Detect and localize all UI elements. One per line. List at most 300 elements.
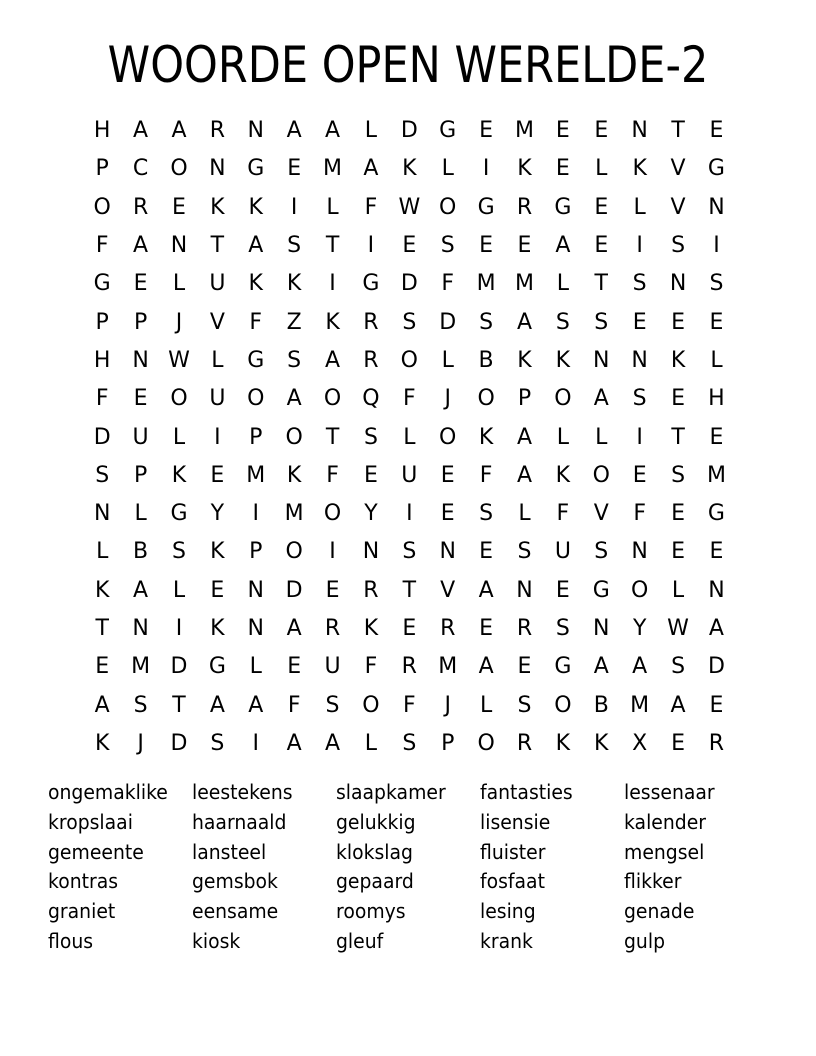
grid-cell: S <box>402 730 417 756</box>
grid-cell: A <box>248 692 264 718</box>
grid-cell: P <box>249 539 263 565</box>
grid-cell: O <box>170 156 188 182</box>
grid-cell: I <box>636 424 643 450</box>
grid-cell: S <box>632 386 647 412</box>
grid-cell: G <box>247 156 265 182</box>
grid-cell: H <box>93 347 111 373</box>
grid-cell: E <box>479 539 494 565</box>
grid-cell: M <box>438 654 458 680</box>
grid-cell: W <box>667 616 689 641</box>
grid-cell: N <box>247 577 264 603</box>
grid-cell: U <box>554 539 571 565</box>
grid-cell: S <box>133 692 148 718</box>
grid-cell: Y <box>364 501 378 527</box>
grid-cell: V <box>670 156 686 182</box>
grid-cell: A <box>171 118 187 144</box>
grid-cell: O <box>400 347 418 373</box>
grid-cell: N <box>631 539 648 565</box>
grid-cell: E <box>172 194 186 220</box>
word-list-column <box>624 778 768 957</box>
grid-cell: I <box>252 501 259 527</box>
letter-grid <box>83 112 737 763</box>
grid-cell: S <box>363 424 378 450</box>
grid-cell: S <box>594 309 609 335</box>
grid-cell: T <box>95 616 109 641</box>
grid-cell: E <box>210 462 225 488</box>
grid-cell: E <box>632 309 647 335</box>
grid-cell: L <box>671 577 685 603</box>
grid-cell: W <box>398 194 421 220</box>
grid-row <box>83 265 737 303</box>
grid-cell: E <box>363 462 378 488</box>
grid-cell: K <box>94 730 110 756</box>
grid-cell: L <box>326 194 339 220</box>
grid-cell: S <box>287 347 302 373</box>
grid-cell: R <box>363 347 379 373</box>
grid-row <box>83 610 737 648</box>
grid-row <box>83 572 737 610</box>
grid-cell: E <box>402 233 417 259</box>
word-list-item: gulp <box>624 928 666 953</box>
grid-cell: F <box>402 692 416 718</box>
grid-cell: L <box>172 577 186 603</box>
grid-cell: M <box>630 692 650 718</box>
grid-cell: S <box>671 462 686 488</box>
grid-cell: N <box>170 233 188 259</box>
grid-cell: N <box>362 539 380 565</box>
grid-cell: S <box>479 501 494 527</box>
word-list-item: kropslaai <box>48 809 133 834</box>
grid-cell: U <box>132 424 149 450</box>
grid-cell: I <box>482 156 490 182</box>
grid-cell: G <box>208 654 226 680</box>
word-list-item: gepaard <box>336 869 414 894</box>
grid-cell: O <box>477 730 495 756</box>
grid-cell: N <box>247 616 264 641</box>
grid-cell: S <box>517 539 532 565</box>
grid-cell: O <box>631 577 649 603</box>
grid-cell: A <box>286 386 302 412</box>
grid-cell: M <box>515 118 534 144</box>
grid-cell: B <box>593 692 609 718</box>
grid-cell: I <box>636 233 643 259</box>
word-list-item: roomys <box>336 899 406 924</box>
grid-row <box>83 725 737 763</box>
grid-cell: S <box>632 271 647 297</box>
grid-cell: E <box>709 539 724 565</box>
grid-row <box>83 686 737 724</box>
grid-row <box>83 648 737 686</box>
grid-cell: A <box>133 577 149 603</box>
grid-cell: E <box>517 233 532 259</box>
word-list-column <box>192 778 336 957</box>
grid-cell: L <box>595 424 608 450</box>
grid-cell: E <box>709 309 724 335</box>
grid-cell: A <box>516 424 533 450</box>
grid-cell: D <box>400 118 418 144</box>
grid-cell: E <box>440 462 455 488</box>
grid-cell: E <box>594 194 609 220</box>
grid-cell: D <box>170 730 188 756</box>
grid-cell: E <box>479 616 494 641</box>
grid-cell: K <box>555 730 571 756</box>
grid-cell: K <box>325 309 340 335</box>
grid-cell: N <box>631 347 648 373</box>
grid-cell: L <box>556 271 570 297</box>
grid-cell: O <box>323 501 342 527</box>
word-list-column <box>336 778 480 957</box>
grid-cell: D <box>439 309 457 335</box>
grid-cell: S <box>594 539 609 565</box>
grid-cell: T <box>172 692 186 718</box>
grid-cell: U <box>324 654 341 680</box>
grid-cell: R <box>209 118 226 144</box>
grid-cell: F <box>364 194 378 220</box>
grid-cell: N <box>593 347 610 373</box>
grid-cell: S <box>555 616 570 641</box>
word-list-item: flous <box>48 928 94 953</box>
grid-cell: V <box>440 577 456 603</box>
grid-cell: L <box>172 424 186 450</box>
grid-cell: G <box>247 347 265 373</box>
grid-cell: F <box>249 309 263 335</box>
grid-cell: E <box>402 616 417 641</box>
grid-cell: F <box>402 386 416 412</box>
grid-cell: E <box>517 654 532 680</box>
grid-cell: G <box>554 194 572 220</box>
grid-cell: F <box>95 233 109 259</box>
grid-cell: E <box>133 386 148 412</box>
grid-cell: T <box>594 271 608 297</box>
grid-cell: E <box>479 233 494 259</box>
grid-cell: S <box>95 462 110 488</box>
grid-cell: L <box>403 424 416 450</box>
grid-cell: E <box>555 118 570 144</box>
grid-cell: J <box>444 692 451 718</box>
grid-cell: E <box>671 730 685 756</box>
grid-cell: K <box>402 156 417 182</box>
grid-cell: E <box>709 118 724 144</box>
word-list-item: lisensie <box>480 809 551 834</box>
word-list-item: genade <box>624 899 695 924</box>
grid-cell: Y <box>210 501 225 527</box>
grid-cell: I <box>214 424 221 450</box>
word-list-column <box>48 778 192 957</box>
grid-cell: S <box>517 692 532 718</box>
grid-cell: E <box>594 233 609 259</box>
grid-cell: O <box>362 692 380 718</box>
grid-cell: S <box>171 539 186 565</box>
grid-cell: A <box>286 118 302 144</box>
grid-cell: D <box>170 654 188 680</box>
grid-cell: E <box>709 424 724 450</box>
grid-cell: K <box>594 730 609 756</box>
grid-cell: S <box>402 539 417 565</box>
grid-cell: R <box>324 616 341 641</box>
grid-row <box>83 150 737 188</box>
grid-cell: N <box>439 539 456 565</box>
grid-cell: R <box>708 730 725 756</box>
grid-cell: P <box>95 156 109 182</box>
grid-cell: O <box>592 462 610 488</box>
grid-cell: S <box>325 692 340 718</box>
grid-cell: M <box>323 156 343 182</box>
grid-cell: S <box>479 309 494 335</box>
grid-cell: O <box>285 539 303 565</box>
grid-cell: L <box>710 347 723 373</box>
grid-cell: F <box>633 501 646 527</box>
grid-cell: E <box>671 386 685 412</box>
grid-cell: Q <box>362 386 380 412</box>
grid-cell: N <box>708 577 725 603</box>
grid-cell: M <box>706 462 726 488</box>
grid-cell: K <box>363 616 379 641</box>
grid-cell: E <box>479 118 494 144</box>
grid-cell: M <box>515 271 534 297</box>
grid-cell: F <box>326 462 339 488</box>
grid-cell: L <box>134 501 147 527</box>
word-list-item: graniet <box>48 899 116 924</box>
grid-cell: A <box>94 692 110 718</box>
grid-cell: G <box>707 156 725 182</box>
grid-row <box>83 457 737 495</box>
grid-cell: K <box>286 462 302 488</box>
grid-cell: O <box>285 424 303 450</box>
grid-cell: G <box>93 271 111 297</box>
grid-cell: E <box>287 654 302 680</box>
grid-cell: N <box>93 501 111 527</box>
grid-cell: L <box>172 271 186 297</box>
word-list-item: kontras <box>48 869 119 894</box>
grid-cell: E <box>671 309 685 335</box>
grid-cell: K <box>670 347 686 373</box>
grid-cell: K <box>248 194 263 220</box>
grid-cell: L <box>96 539 109 565</box>
grid-cell: E <box>440 501 455 527</box>
grid-cell: N <box>247 118 264 144</box>
grid-cell: L <box>364 118 378 144</box>
grid-cell: R <box>363 309 379 335</box>
grid-cell: U <box>209 271 226 297</box>
grid-cell: E <box>325 577 340 603</box>
word-list-item: fluister <box>480 839 546 864</box>
grid-cell: E <box>594 118 609 144</box>
grid-cell: A <box>516 462 533 488</box>
grid-cell: S <box>287 233 302 259</box>
grid-cell: O <box>323 386 342 412</box>
grid-cell: E <box>287 156 302 182</box>
grid-cell: L <box>441 156 454 182</box>
grid-cell: Y <box>632 616 647 641</box>
grid-cell: I <box>713 233 720 259</box>
grid-cell: O <box>170 386 188 412</box>
grid-cell: L <box>364 730 378 756</box>
grid-cell: A <box>593 386 609 412</box>
grid-cell: F <box>364 654 378 680</box>
grid-cell: T <box>325 233 340 259</box>
grid-cell: P <box>95 309 109 335</box>
word-list-item: slaapkamer <box>336 780 446 804</box>
grid-row <box>83 189 737 227</box>
grid-cell: E <box>671 501 685 527</box>
grid-cell: S <box>440 233 455 259</box>
grid-cell: N <box>593 616 610 641</box>
grid-cell: N <box>132 616 149 641</box>
grid-cell: M <box>246 462 266 488</box>
grid-cell: A <box>708 616 724 641</box>
grid-cell: E <box>632 462 647 488</box>
grid-cell: O <box>439 424 457 450</box>
grid-cell: M <box>131 654 151 680</box>
grid-cell: A <box>209 692 225 718</box>
grid-cell: K <box>94 577 110 603</box>
page-title: WOORDE OPEN WERELDE-2 <box>107 36 709 94</box>
grid-cell: D <box>707 654 725 680</box>
grid-cell: I <box>406 501 413 527</box>
grid-cell: E <box>95 654 110 680</box>
grid-cell: N <box>132 347 149 373</box>
grid-cell: O <box>477 386 495 412</box>
grid-cell: I <box>290 194 298 220</box>
grid-cell: A <box>286 730 302 756</box>
grid-cell: K <box>210 194 225 220</box>
word-list-item: gemeente <box>48 839 144 864</box>
grid-cell: N <box>516 577 533 603</box>
grid-cell: F <box>556 501 570 527</box>
word-list-item: eensame <box>192 899 279 924</box>
grid-cell: O <box>247 386 265 412</box>
grid-cell: A <box>133 118 149 144</box>
grid-cell: O <box>554 692 572 718</box>
word-list-item: gleuf <box>336 928 384 953</box>
grid-cell: N <box>631 118 648 144</box>
grid-cell: K <box>517 156 532 182</box>
grid-cell: F <box>479 462 493 488</box>
grid-cell: P <box>133 462 148 488</box>
grid-cell: D <box>400 271 418 297</box>
grid-cell: K <box>210 539 225 565</box>
grid-cell: V <box>593 501 609 527</box>
grid-cell: P <box>441 730 455 756</box>
grid-cell: T <box>671 118 685 144</box>
grid-cell: A <box>325 730 341 756</box>
grid-cell: A <box>478 654 494 680</box>
grid-cell: R <box>440 616 456 641</box>
grid-cell: X <box>632 730 648 756</box>
grid-cell: L <box>633 194 646 220</box>
grid-row <box>83 342 737 380</box>
word-list-item: kalender <box>624 809 707 834</box>
grid-cell: M <box>476 271 496 297</box>
grid-cell: N <box>669 271 687 297</box>
grid-cell: E <box>555 156 570 182</box>
grid-cell: A <box>670 692 686 718</box>
grid-cell: O <box>439 194 457 220</box>
word-list-item: fosfaat <box>480 869 545 894</box>
grid-cell: K <box>478 424 494 450</box>
grid-cell: N <box>209 156 226 182</box>
word-list-item: ongemaklike <box>48 780 168 804</box>
grid-cell: F <box>441 271 455 297</box>
grid-cell: V <box>670 194 686 220</box>
grid-cell: K <box>248 271 263 297</box>
grid-cell: K <box>171 462 187 488</box>
grid-cell: S <box>210 730 225 756</box>
grid-cell: L <box>441 347 454 373</box>
grid-cell: L <box>518 501 531 527</box>
grid-cell: A <box>286 616 302 641</box>
grid-cell: B <box>133 539 149 565</box>
grid-cell: E <box>709 692 724 718</box>
grid-cell: K <box>632 156 647 182</box>
grid-cell: O <box>554 386 572 412</box>
grid-cell: H <box>93 118 111 144</box>
grid-row <box>83 533 737 571</box>
grid-cell: E <box>210 577 225 603</box>
grid-cell: U <box>209 386 226 412</box>
grid-cell: A <box>593 654 609 680</box>
word-list-item: lansteel <box>192 839 267 864</box>
grid-cell: P <box>133 309 148 335</box>
word-list-item: flikker <box>624 869 682 894</box>
grid-cell: G <box>592 577 610 603</box>
grid-cell: S <box>671 233 686 259</box>
word-list-item: leestekens <box>192 780 293 804</box>
grid-cell: G <box>707 501 725 527</box>
grid-cell: E <box>133 271 148 297</box>
word-list-item: kiosk <box>192 928 241 953</box>
grid-cell: S <box>709 271 724 297</box>
grid-cell: F <box>287 692 301 718</box>
word-list-item: klokslag <box>336 839 413 864</box>
grid-cell: K <box>517 347 532 373</box>
grid-cell: G <box>554 654 572 680</box>
grid-cell: N <box>708 194 725 220</box>
grid-cell: C <box>132 156 149 182</box>
grid-row <box>83 380 737 418</box>
grid-cell: K <box>286 271 302 297</box>
grid-cell: K <box>555 347 571 373</box>
grid-cell: T <box>325 424 340 450</box>
word-list-item: krank <box>480 928 533 953</box>
grid-cell: J <box>444 386 451 412</box>
grid-cell: G <box>362 271 380 297</box>
grid-cell: I <box>252 730 259 756</box>
grid-row <box>83 227 737 265</box>
grid-row <box>83 418 737 456</box>
grid-cell: R <box>516 730 533 756</box>
grid-cell: R <box>401 654 417 680</box>
grid-cell: S <box>671 654 686 680</box>
grid-row <box>83 112 737 150</box>
grid-cell: K <box>210 616 225 641</box>
grid-cell: A <box>478 577 494 603</box>
grid-cell: U <box>401 462 418 488</box>
grid-cell: D <box>93 424 111 450</box>
grid-row <box>83 495 737 533</box>
grid-cell: A <box>632 654 648 680</box>
grid-cell: A <box>325 347 341 373</box>
grid-cell: G <box>170 501 188 527</box>
grid-cell: E <box>671 539 685 565</box>
grid-cell: P <box>517 386 532 412</box>
grid-cell: R <box>132 194 149 220</box>
grid-cell: A <box>516 309 533 335</box>
word-list-column <box>480 778 624 957</box>
word-list-item: fantasties <box>480 780 573 804</box>
grid-cell: J <box>137 730 144 756</box>
word-list-item: haarnaald <box>192 809 287 834</box>
